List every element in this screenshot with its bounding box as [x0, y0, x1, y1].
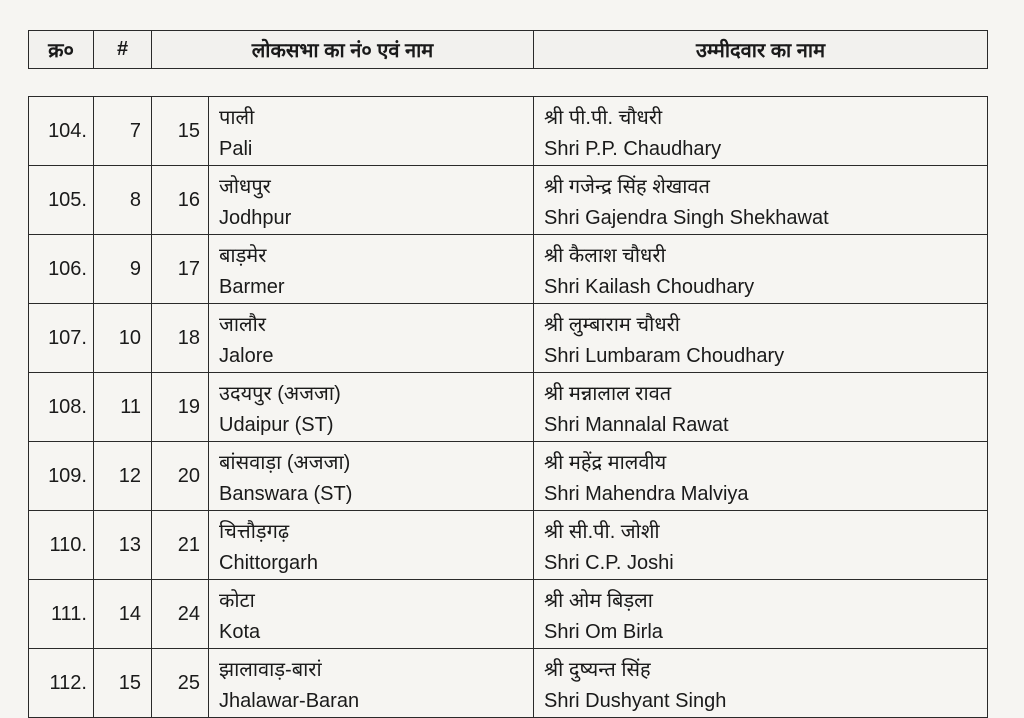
candidate-english: Shri Gajendra Singh Shekhawat	[544, 207, 829, 229]
candidate-english: Shri C.P. Joshi	[544, 552, 674, 574]
header-row	[29, 31, 988, 69]
candidate-hindi: श्री सी.पी. जोशी	[544, 521, 660, 543]
constituency-hindi: उदयपुर (अजजा)	[219, 383, 341, 405]
candidate-english: Shri Kailash Choudhary	[544, 276, 755, 298]
row-number: 14	[118, 602, 141, 625]
seat-number: 18	[177, 326, 200, 349]
candidate-table	[28, 96, 988, 718]
candidate-english: Shri Mannalal Rawat	[544, 414, 729, 436]
constituency-cell	[209, 580, 534, 649]
constituency-english: Pali	[219, 138, 253, 160]
serial-cell	[29, 235, 94, 304]
constituency-english: Jalore	[219, 345, 274, 367]
candidate-cell	[534, 442, 988, 511]
candidate-english: Shri Om Birla	[544, 621, 663, 643]
row-number: 8	[129, 188, 141, 211]
seat-number: 16	[177, 188, 200, 211]
constituency-hindi: झालावाड़-बारां	[219, 659, 322, 681]
table-row	[29, 304, 988, 373]
number-cell	[94, 304, 152, 373]
seat-number: 19	[177, 395, 200, 418]
row-number: 11	[120, 395, 141, 418]
serial-cell	[29, 373, 94, 442]
row-number: 13	[118, 533, 141, 556]
candidate-cell	[534, 304, 988, 373]
constituency-hindi: जोधपुर	[219, 176, 271, 198]
candidate-english: Shri P.P. Chaudhary	[544, 138, 722, 160]
candidate-cell	[534, 649, 988, 718]
serial-number: 110.	[49, 533, 87, 556]
serial-number: 108.	[48, 395, 87, 418]
serial-cell	[29, 166, 94, 235]
serial-cell	[29, 97, 94, 166]
header-table	[28, 30, 988, 69]
candidate-hindi: श्री ओम बिड़ला	[544, 590, 653, 612]
number-cell	[94, 580, 152, 649]
constituency-cell	[209, 373, 534, 442]
number-cell	[94, 97, 152, 166]
constituency-english: Barmer	[219, 276, 285, 298]
constituency-english: Jodhpur	[219, 207, 292, 229]
constituency-english: Kota	[219, 621, 261, 643]
serial-number: 109.	[48, 464, 87, 487]
constituency-hindi: पाली	[219, 107, 255, 129]
candidate-hindi: श्री दुष्यन्त सिंह	[544, 659, 651, 681]
number-cell	[94, 235, 152, 304]
candidate-cell	[534, 373, 988, 442]
table-row	[29, 235, 988, 304]
candidate-hindi: श्री पी.पी. चौधरी	[544, 107, 663, 129]
number-cell	[94, 649, 152, 718]
candidate-hindi: श्री गजेन्द्र सिंह शेखावत	[544, 176, 710, 198]
seat-cell	[152, 97, 209, 166]
table-row	[29, 580, 988, 649]
constituency-english: Udaipur (ST)	[219, 414, 334, 436]
serial-number: 105.	[48, 188, 87, 211]
constituency-hindi: चित्तौड़गढ़	[219, 521, 290, 543]
seat-cell	[152, 373, 209, 442]
seat-cell	[152, 442, 209, 511]
constituency-cell	[209, 97, 534, 166]
seat-cell	[152, 235, 209, 304]
constituency-cell	[209, 442, 534, 511]
row-number: 10	[118, 326, 141, 349]
seat-cell	[152, 580, 209, 649]
serial-cell	[29, 649, 94, 718]
constituency-cell	[209, 511, 534, 580]
seat-cell	[152, 649, 209, 718]
header-candidate: उम्मीदवार का नाम	[534, 31, 988, 69]
serial-number: 104.	[48, 119, 87, 142]
constituency-cell	[209, 235, 534, 304]
constituency-hindi: बाड़मेर	[219, 245, 267, 267]
seat-cell	[152, 304, 209, 373]
number-cell	[94, 442, 152, 511]
serial-cell	[29, 442, 94, 511]
candidate-hindi: श्री कैलाश चौधरी	[544, 245, 666, 267]
table-row	[29, 166, 988, 235]
header-serial: क्र०	[29, 31, 94, 69]
constituency-hindi: जालौर	[219, 314, 266, 336]
seat-cell	[152, 166, 209, 235]
constituency-cell	[209, 166, 534, 235]
serial-number: 106.	[48, 257, 87, 280]
candidate-cell	[534, 166, 988, 235]
seat-number: 20	[177, 464, 200, 487]
table-row	[29, 442, 988, 511]
seat-number: 15	[177, 119, 200, 142]
candidate-cell	[534, 97, 988, 166]
candidate-cell	[534, 235, 988, 304]
number-cell	[94, 511, 152, 580]
constituency-cell	[209, 304, 534, 373]
candidate-hindi: श्री लुम्बाराम चौधरी	[544, 314, 680, 336]
table-row	[29, 511, 988, 580]
constituency-english: Banswara (ST)	[219, 483, 353, 505]
candidate-english: Shri Mahendra Malviya	[544, 483, 749, 505]
number-cell	[94, 166, 152, 235]
constituency-hindi: बांसवाड़ा (अजजा)	[219, 452, 351, 474]
serial-cell	[29, 511, 94, 580]
row-number: 12	[118, 464, 141, 487]
candidate-hindi: श्री महेंद्र मालवीय	[544, 452, 667, 474]
seat-cell	[152, 511, 209, 580]
table-row	[29, 649, 988, 718]
serial-cell	[29, 580, 94, 649]
candidate-cell	[534, 580, 988, 649]
header-constituency: लोकसभा का नं० एवं नाम	[152, 31, 534, 69]
seat-number: 24	[177, 602, 200, 625]
candidate-cell	[534, 511, 988, 580]
number-cell	[94, 373, 152, 442]
row-number: 15	[118, 671, 141, 694]
seat-number: 25	[177, 671, 200, 694]
header-hash: #	[94, 31, 152, 69]
candidate-hindi: श्री मन्नालाल रावत	[544, 383, 672, 405]
seat-number: 17	[177, 257, 200, 280]
table-row	[29, 373, 988, 442]
row-number: 7	[129, 119, 141, 142]
candidate-english: Shri Dushyant Singh	[544, 690, 727, 712]
serial-number: 112.	[49, 671, 87, 694]
constituency-hindi: कोटा	[219, 590, 255, 612]
constituency-english: Jhalawar-Baran	[219, 690, 360, 712]
constituency-cell	[209, 649, 534, 718]
candidate-english: Shri Lumbaram Choudhary	[544, 345, 785, 367]
serial-number: 111.	[51, 602, 87, 625]
constituency-english: Chittorgarh	[219, 552, 318, 574]
serial-number: 107.	[48, 326, 87, 349]
table-row	[29, 97, 988, 166]
seat-number: 21	[177, 533, 200, 556]
serial-cell	[29, 304, 94, 373]
row-number: 9	[129, 257, 141, 280]
